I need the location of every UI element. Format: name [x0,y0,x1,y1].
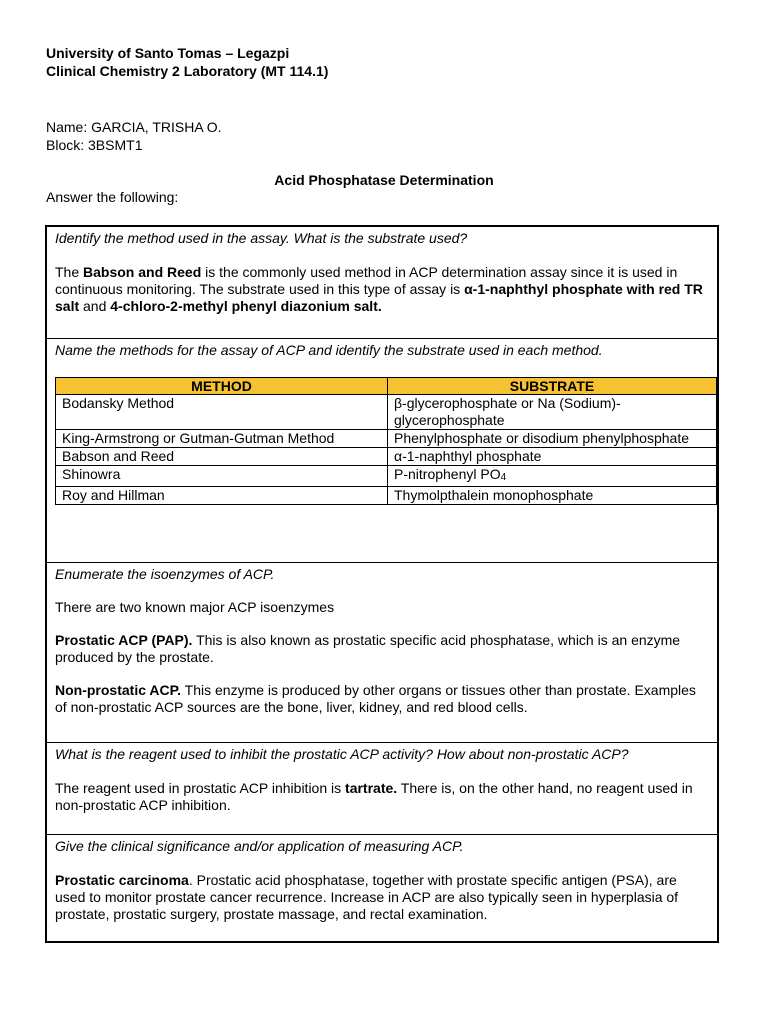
substrate-cell [388,466,717,487]
section-methods-table [47,338,717,562]
question-2: Name the methods for the assay of ACP and identify the substrate used in each method. [55,342,603,358]
answer-5 [55,872,709,923]
question-5: Give the clinical significance and/or application of measuring ACP. [55,838,464,854]
section-inhibitor [47,742,717,834]
column-header-substrate: SUBSTRATE [388,378,717,395]
isoenzyme-non-prostatic-text: This enzyme is produced by other organs or tissues other than prostate. Examples of non-prostatic ACP sources are the bone, liver, kidney, and red blood cells. [55,682,696,715]
answer-1-bold-substrate: α-1-naphthyl phosphate with red TR salt [55,281,703,314]
table-header-row [56,378,717,395]
answer-4-pre: The reagent used in prostatic ACP inhibition is [55,780,346,796]
isoenzyme-prostatic [55,632,709,666]
column-header-method: METHOD [56,378,388,395]
student-block: 3BSMT1 [88,137,143,153]
substrate-cell: β-glycerophosphate or Na (Sodium)-glycerophosphate [388,395,717,430]
answer-4-post: There is, on the other hand, no reagent used in non-prostatic ACP inhibition. [55,780,693,813]
block-line [46,136,222,154]
methods-table [55,377,717,505]
answer-1-bold-salt: 4-chloro-2-methyl phenyl diazonium salt. [110,298,382,314]
answer-1 [55,264,709,315]
table-row [56,487,717,505]
document-header [46,44,328,80]
table-row [56,395,717,430]
page-title: Acid Phosphatase Determination [274,172,494,188]
block-label: Block: [46,137,85,153]
method-cell: Babson and Reed [56,448,388,466]
method-cell: Shinowra [56,466,388,487]
answer-5-text: . Prostatic acid phosphatase, together with prostate specific antigen (PSA), are used to monitor prostate cancer recurrence. Increase in ACP are also typically seen in hyperplasia of prostate, prostatic surgery, prostate massage, and rectal examination. [55,872,679,922]
question-1: Identify the method used in the assay. What is the substrate used? [55,230,468,246]
method-cell: Bodansky Method [56,395,388,430]
answer-box [45,225,719,943]
isoenzyme-non-prostatic-title: Non-prostatic ACP. [55,682,182,698]
answer-4 [55,780,709,814]
section-method [47,227,717,338]
student-info [46,118,222,154]
question-4: What is the reagent used to inhibit the prostatic ACP activity? How about non-prostatic ACP? [55,746,629,762]
name-label: Name: [46,119,88,135]
table-row [56,466,717,487]
section-clinical-significance [47,834,717,943]
substrate-cell: α-1-naphthyl phosphate [388,448,717,466]
answer-1-and: and [79,298,111,314]
substrate-cell: Thymolpthalein monophosphate [388,487,717,505]
method-cell: King-Armstrong or Gutman-Gutman Method [56,430,388,448]
question-3: Enumerate the isoenzymes of ACP. [55,566,275,582]
substrate-text: P-nitrophenyl PO [394,466,501,482]
isoenzyme-non-prostatic [55,682,709,716]
isoenzymes-intro: There are two known major ACP isoenzymes [55,599,335,615]
answer-4-reagent: tartrate. [345,780,398,796]
university-name: University of Santo Tomas – Legazpi [46,45,290,61]
student-name: GARCIA, TRISHA O. [91,119,222,135]
section-isoenzymes [47,562,717,742]
answer-5-bold: Prostatic carcinoma [55,872,189,888]
answer-1-bold-method: Babson and Reed [83,264,202,280]
isoenzyme-prostatic-title: Prostatic ACP (PAP). [55,632,193,648]
answer-1-mid: is the commonly used method in ACP determination assay since it is used in continuous monitoring. The substrate used in this type of assay is [55,264,678,297]
course-title: Clinical Chemistry 2 Laboratory (MT 114.1) [46,63,329,79]
method-cell: Roy and Hillman [56,487,388,505]
substrate-cell: Phenylphosphate or disodium phenylphosphate [388,430,717,448]
substrate-subscript: 4 [500,472,507,483]
isoenzyme-prostatic-text: This is also known as prostatic specific acid phosphatase, which is an enzyme produced by the prostate. [55,632,681,665]
table-row [56,430,717,448]
table-row [56,448,717,466]
answer-1-pre: The [55,264,84,280]
instruction: Answer the following: [46,189,179,205]
name-line [46,118,222,136]
